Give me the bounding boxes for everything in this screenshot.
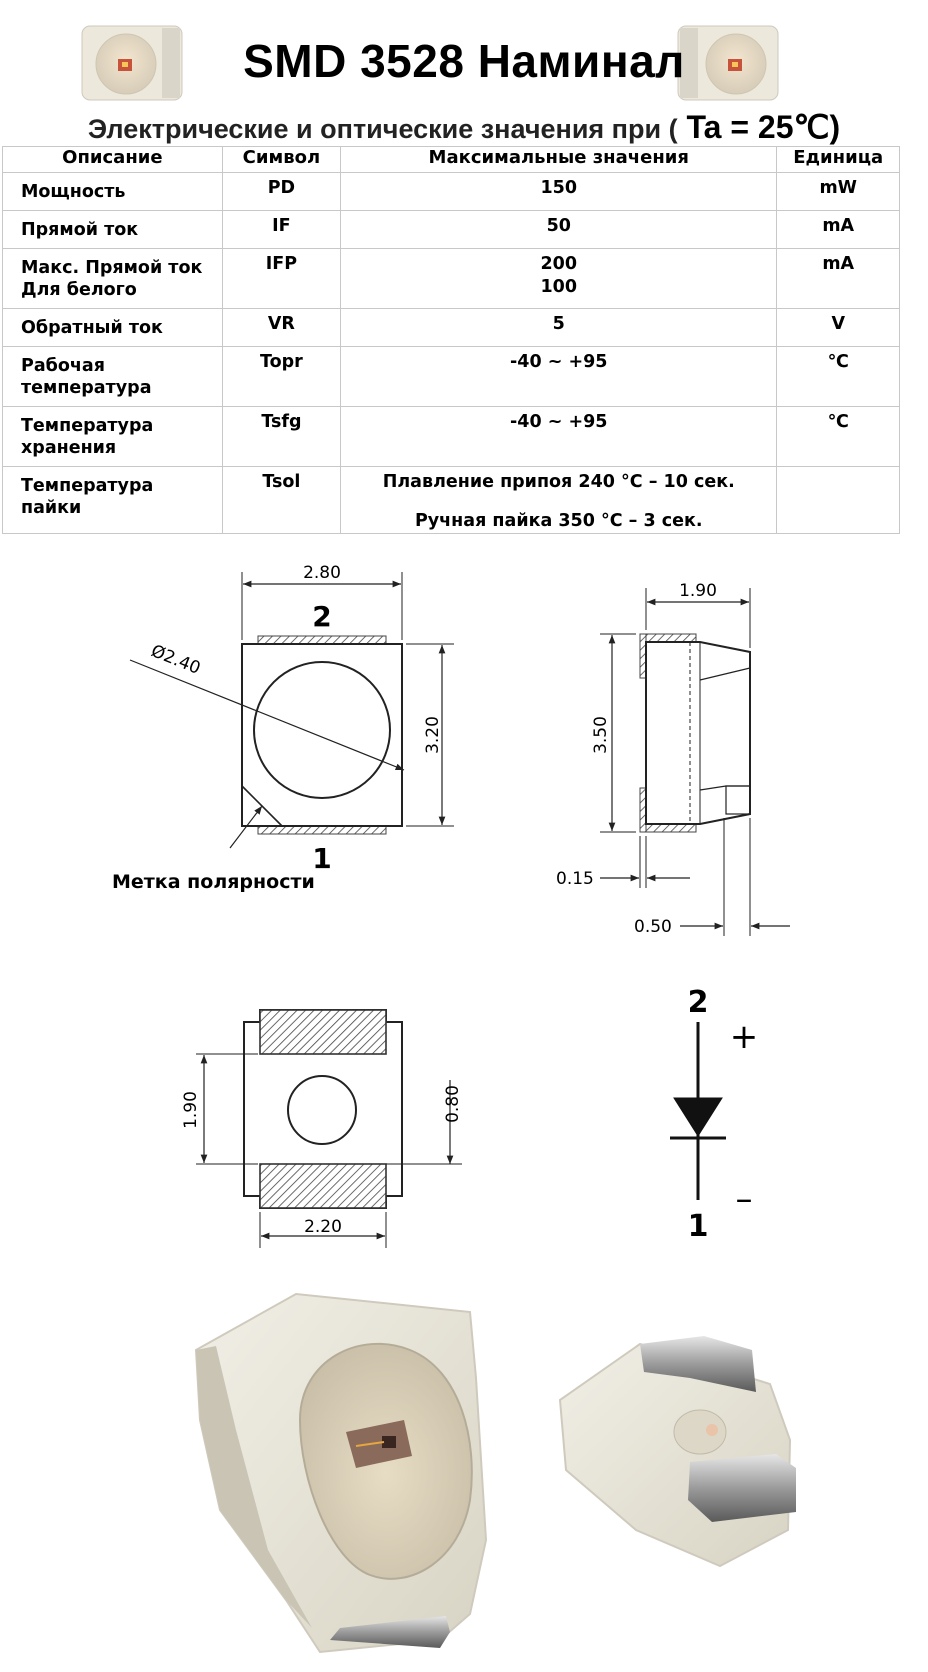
diode-symbol [670, 1022, 726, 1200]
row-value: 5 [341, 309, 777, 347]
page-title: SMD 3528 Наминал [243, 35, 685, 87]
dim-015: 0.15 [556, 869, 594, 889]
row-value: 150 [341, 173, 777, 211]
row-unit: ℃ [777, 407, 900, 467]
diode-pin-1-label: 1 [687, 1209, 709, 1244]
row-symbol: IFP [222, 249, 340, 309]
pad-width-dim: 2.20 [304, 1217, 342, 1237]
anode-plus-sign: + [729, 1017, 759, 1057]
pin-1-label: 1 [312, 842, 332, 875]
hole-dim: 0.80 [443, 1085, 463, 1123]
row-symbol: Tsfg [222, 407, 340, 467]
side-height-dim: 3.50 [591, 716, 611, 754]
row-description: Мощность [3, 173, 223, 211]
row-symbol: VR [222, 309, 340, 347]
row-symbol: Tsol [222, 467, 340, 534]
bottom-view-drawing [196, 1010, 462, 1248]
row-unit: mW [777, 173, 900, 211]
row-description: Температура пайки [3, 467, 223, 534]
subtitle-prefix: Электрические и оптические значения при ( [87, 114, 678, 144]
column-header: Максимальные значения [341, 147, 777, 173]
column-header: Описание [3, 147, 223, 173]
column-header: Единица [777, 147, 900, 173]
lens-diameter-dim: Ø2.40 [148, 641, 204, 679]
side-view-drawing [600, 588, 790, 936]
column-header: Символ [222, 147, 340, 173]
row-value: -40 ~ +95 [341, 407, 777, 467]
polarity-mark-label: Метка полярности [112, 871, 315, 893]
row-description: Температура хранения [3, 407, 223, 467]
row-value: -40 ~ +95 [341, 347, 777, 407]
pin-2-label: 2 [312, 600, 332, 633]
led-photo-small [560, 1336, 796, 1566]
led-photo-large [196, 1294, 486, 1652]
top-width-dim: 2.80 [303, 563, 341, 583]
row-symbol: Topr [222, 347, 340, 407]
diode-pin-2-label: 2 [687, 985, 709, 1020]
row-unit: mA [777, 249, 900, 309]
row-value: 50 [341, 211, 777, 249]
row-description: Обратный ток [3, 309, 223, 347]
row-description: Прямой ток [3, 211, 223, 249]
row-description: Рабочая температура [3, 347, 223, 407]
row-symbol: PD [222, 173, 340, 211]
pad-gap-dim: 1.90 [181, 1091, 201, 1129]
side-width-dim: 1.90 [679, 581, 717, 601]
top-view-drawing [130, 572, 454, 848]
top-height-dim: 3.20 [423, 716, 443, 754]
row-value: 200 100 [341, 249, 777, 309]
row-value: Плавление припоя 240 °C – 10 сек. Ручная пайка 350 °C – 3 сек. [341, 467, 777, 534]
row-unit: V [777, 309, 900, 347]
row-unit: ℃ [777, 347, 900, 407]
cathode-minus-sign: – [735, 1179, 753, 1219]
subtitle-condition: Ta = 25℃) [677, 109, 841, 145]
row-symbol: IF [222, 211, 340, 249]
row-unit: mA [777, 211, 900, 249]
dim-050: 0.50 [634, 917, 672, 937]
row-description: Макс. Прямой ток Для белого [3, 249, 223, 309]
